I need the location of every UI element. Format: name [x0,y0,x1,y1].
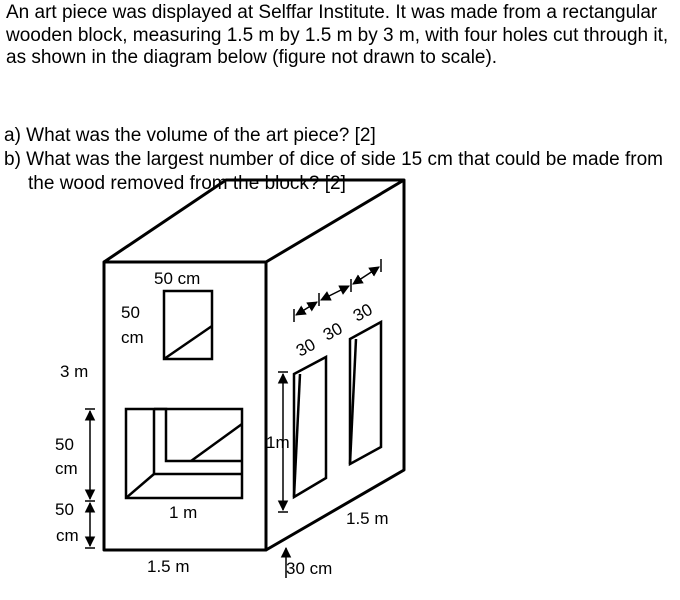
top-square-hole [164,291,212,359]
label-slot-spacing-2: 30 [319,318,346,345]
side-slot-left [294,357,326,497]
label-top-square-height-unit: cm [121,328,144,347]
label-l-hole-width: 1 m [169,503,198,522]
label-front-width: 1.5 m [147,557,190,576]
label-l-hole-height-value: 50 [55,435,74,454]
label-slot-spacing-1: 30 [292,334,319,361]
label-slot-spacing-3: 30 [349,299,376,326]
block-outline [104,180,404,550]
l-shaped-hole [126,409,242,498]
label-side-depth: 1.5 m [346,509,389,528]
label-top-square-height-value: 50 [121,303,140,322]
label-bottom-gap-value: 50 [55,500,74,519]
question-part-b: b) What was the largest number of dice of side 15 cm that could be made from the wood removed from the block? [2] [4,149,663,194]
label-bottom-gap-unit: cm [56,526,79,545]
question-part-a: a) What was the volume of the art piece? [2] [4,125,376,146]
side-slot-right [350,322,381,464]
label-l-hole-height-unit: cm [55,459,78,478]
label-slot-height: 1m [266,433,290,452]
top-face [104,180,404,262]
side-face [266,180,404,550]
label-bottom-offset: 30 cm [286,559,333,578]
label-top-square-width: 50 cm [154,269,201,288]
label-block-height: 3 m [60,362,89,381]
question-intro-text: An art piece was displayed at Selffar Institute. It was made from a rectangular wooden block, measuring 1.5 m by 1.5 m by 3 m, with four holes cut through it, as shown in the diagram below (figure not drawn to scale). [6,2,669,68]
